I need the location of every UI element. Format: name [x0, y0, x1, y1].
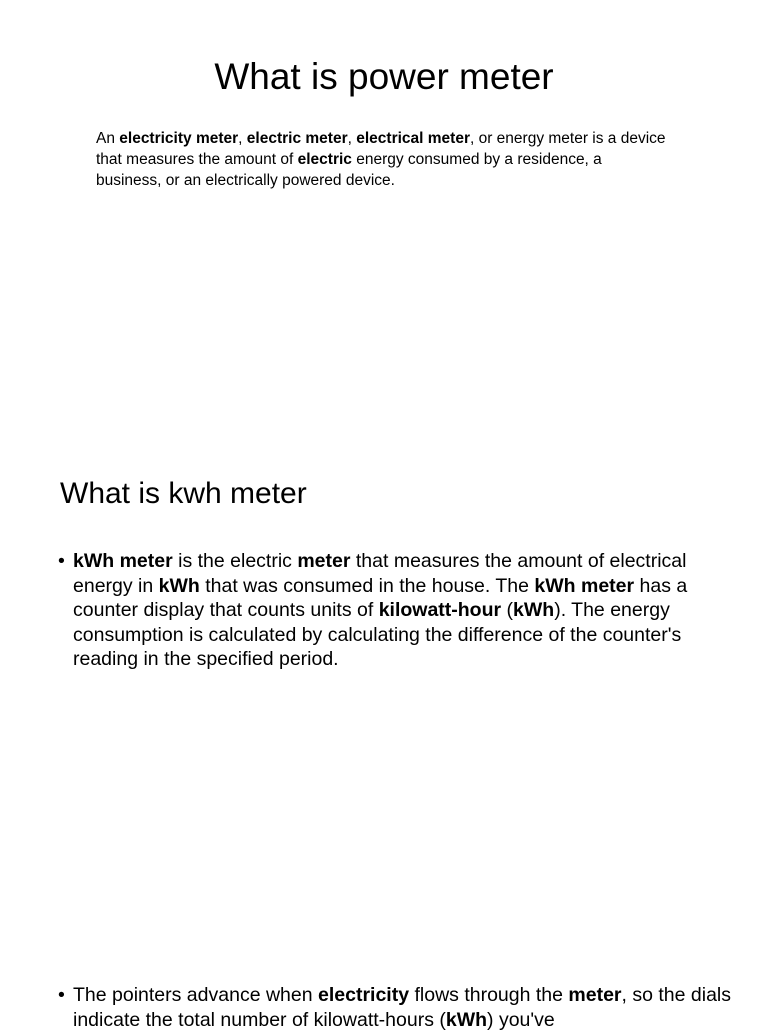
text-run: (: [501, 599, 514, 621]
text-run: , or energy meter is a device that measures the amount of: [96, 130, 666, 168]
bold-text-run: electric meter: [246, 130, 348, 147]
text-run: An: [96, 130, 120, 147]
bold-text-run: kWh: [445, 1008, 488, 1031]
bold-text-run: meter: [297, 550, 351, 572]
text-run: has a counter display that counts units of: [73, 574, 688, 621]
bold-text-run: electricity: [318, 984, 410, 1006]
text-run: The pointers advance when: [73, 984, 318, 1006]
bold-text-run: electricity meter: [119, 130, 239, 147]
text-run: ,: [347, 130, 357, 147]
text-run: ). The energy consumption is calculated by calculating the difference of the counter's reading in the specified period.: [73, 599, 682, 670]
bullet-item: [58, 983, 733, 1032]
slide-title: What is kwh meter: [60, 477, 307, 510]
bold-text-run: kWh meter: [73, 550, 173, 572]
text-run: , so the dials indicate the total number of kilowatt-hours (: [73, 984, 732, 1031]
bullet-item: [58, 549, 733, 672]
text-run: that measures the amount of electrical energy in: [73, 550, 687, 597]
slide-kwh-meter: [0, 440, 768, 1031]
text-run: that was consumed in the house. The: [199, 574, 535, 597]
definition-paragraph: [96, 128, 666, 191]
bold-text-run: electrical meter: [356, 130, 470, 147]
bullet-icon: •: [58, 984, 65, 1006]
bold-text-run: kWh: [158, 574, 200, 597]
bold-text-run: electric: [297, 151, 352, 168]
bold-text-run: kWh meter: [534, 574, 635, 597]
bold-text-run: meter: [568, 984, 622, 1006]
bold-text-run: kilowatt-hour: [378, 599, 502, 621]
text-run: energy consumed by a residence, a business, or an electrically powered device.: [96, 151, 602, 189]
text-run: is the electric: [172, 550, 298, 572]
text-run: ) you've: [487, 1008, 555, 1031]
bullet-text: [73, 550, 687, 670]
bold-text-run: kWh: [513, 599, 555, 621]
slide-title: What is power meter: [214, 56, 554, 97]
text-run: ,: [238, 130, 247, 147]
bullet-icon: •: [58, 550, 65, 572]
text-run: flows through the: [409, 984, 569, 1006]
slide-power-meter: [0, 0, 768, 440]
